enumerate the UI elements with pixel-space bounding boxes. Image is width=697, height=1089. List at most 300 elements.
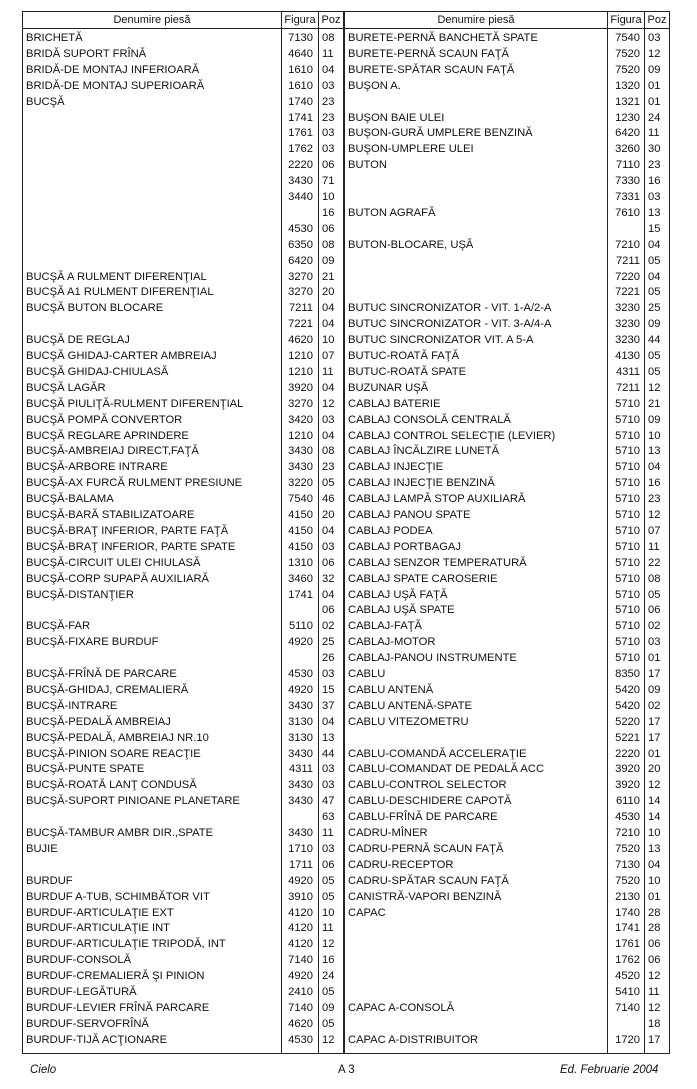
position-number: 12 bbox=[648, 970, 661, 983]
part-name: CABLAJ-MOTOR bbox=[348, 636, 436, 649]
figure-number: 7220 bbox=[615, 270, 640, 283]
figure-number: 4640 bbox=[288, 47, 313, 60]
figure-number: 1230 bbox=[615, 111, 640, 124]
figure-number: 1710 bbox=[288, 842, 313, 855]
position-number: 28 bbox=[648, 922, 661, 935]
table-row bbox=[23, 523, 669, 539]
table-row bbox=[23, 1032, 669, 1048]
part-name bbox=[348, 936, 606, 952]
position-number: 10 bbox=[648, 429, 661, 442]
part-name: CABLU-CONTROL SELECTOR bbox=[348, 779, 507, 792]
part-name: BURETE-PERNĂ SCAUN FAŢĂ bbox=[348, 47, 509, 60]
position-number: 10 bbox=[322, 906, 335, 919]
table-row bbox=[23, 841, 669, 857]
table-row bbox=[23, 507, 669, 523]
figure-number: 7130 bbox=[288, 32, 313, 44]
figure-number: 5710 bbox=[615, 572, 640, 585]
position-number: 11 bbox=[648, 127, 660, 140]
part-name: BURDUF-TIJĂ ACŢIONARE bbox=[26, 1033, 168, 1046]
position-number: 01 bbox=[648, 95, 661, 108]
position-number: 03 bbox=[648, 191, 661, 203]
table-row bbox=[23, 666, 669, 682]
figure-number bbox=[608, 1016, 640, 1032]
position-number: 05 bbox=[322, 986, 335, 998]
header-fig-right: Figura bbox=[610, 14, 642, 26]
position-number: 23 bbox=[322, 111, 335, 124]
figure-number: 4920 bbox=[288, 636, 313, 649]
position-number: 04 bbox=[322, 429, 335, 442]
position-number: 11 bbox=[322, 922, 334, 935]
figure-number: 4620 bbox=[288, 334, 313, 347]
figure-number: 4150 bbox=[288, 509, 313, 521]
part-name: CAPAC bbox=[348, 906, 386, 919]
part-name: BUŞON-UMPLERE ULEI bbox=[348, 143, 474, 156]
table-row bbox=[23, 889, 669, 905]
figure-number: 4530 bbox=[288, 668, 313, 680]
footer-model: Cielo bbox=[30, 1064, 57, 1076]
figure-number: 1741 bbox=[615, 922, 640, 935]
part-name bbox=[348, 221, 606, 237]
part-name: BUCŞĂ bbox=[26, 95, 65, 108]
part-name: BURDUF-CREMALIERĂ ŞI PINION bbox=[26, 970, 205, 983]
figure-number: 4120 bbox=[288, 922, 313, 935]
figure-number: 7520 bbox=[615, 842, 640, 855]
part-name: BUCŞĂ-FIXARE BURDUF bbox=[26, 636, 159, 649]
figure-number: 3430 bbox=[288, 699, 313, 712]
part-name: BUCŞĂ BUTON BLOCARE bbox=[26, 302, 164, 315]
part-name: BUCŞĂ GHIDAJ-CHIULASĂ bbox=[26, 365, 169, 378]
position-number: 05 bbox=[322, 1017, 335, 1030]
table-row bbox=[23, 920, 669, 936]
figure-number: 4311 bbox=[288, 763, 313, 776]
position-number: 10 bbox=[322, 191, 335, 203]
table-row bbox=[23, 984, 669, 1000]
figure-number: 1610 bbox=[288, 79, 313, 92]
figure-number: 3920 bbox=[615, 779, 640, 792]
part-name bbox=[348, 730, 606, 746]
position-number: 28 bbox=[648, 906, 661, 919]
position-number: 46 bbox=[322, 493, 335, 506]
part-name: CABLU ANTENĂ bbox=[348, 683, 434, 696]
figure-number: 5710 bbox=[615, 652, 640, 665]
table-row bbox=[23, 714, 669, 730]
position-number: 17 bbox=[648, 731, 661, 744]
figure-number: 1762 bbox=[288, 143, 313, 156]
part-name: BRICHETĂ bbox=[26, 32, 83, 44]
figure-number: 5410 bbox=[615, 986, 640, 998]
position-number: 01 bbox=[648, 652, 661, 665]
table-row bbox=[23, 809, 669, 825]
position-number: 07 bbox=[648, 524, 661, 537]
part-name: BUCŞĂ-ROATĂ LANŢ CONDUSĂ bbox=[26, 779, 197, 792]
table-row bbox=[23, 555, 669, 571]
figure-number: 5221 bbox=[615, 731, 640, 744]
figure-number: 5710 bbox=[615, 556, 640, 569]
position-number: 13 bbox=[648, 445, 661, 458]
part-name: CABLAJ INJECŢIE bbox=[348, 461, 444, 474]
table-row bbox=[23, 1000, 669, 1016]
header-fig-left: Figura bbox=[284, 14, 316, 26]
figure-number: 4130 bbox=[615, 350, 640, 362]
part-name: BUCŞĂ-BRAŢ INFERIOR, PARTE FAŢĂ bbox=[26, 524, 229, 537]
table-row bbox=[23, 110, 669, 126]
part-name: BUCŞĂ DE REGLAJ bbox=[26, 334, 130, 347]
part-name: BUCŞĂ-AMBREIAJ DIRECT,FAŢĂ bbox=[26, 445, 199, 458]
part-name: BRIDĂ-DE MONTAJ INFERIOARĂ bbox=[26, 63, 200, 76]
part-name: CABLAJ-FAŢĂ bbox=[348, 620, 422, 633]
part-name: BURDUF-LEVIER FRÎNĂ PARCARE bbox=[26, 1001, 210, 1014]
figure-number: 4120 bbox=[288, 938, 313, 951]
table-row bbox=[23, 761, 669, 777]
table-row bbox=[23, 300, 669, 316]
part-name: BURDUF-ARTICULAŢIE TRIPODĂ, INT bbox=[26, 938, 226, 951]
table-row bbox=[23, 618, 669, 634]
figure-number: 5710 bbox=[615, 636, 640, 649]
figure-number: 5420 bbox=[615, 683, 640, 696]
part-name bbox=[26, 189, 280, 205]
figure-number: 4150 bbox=[288, 524, 313, 537]
position-number: 21 bbox=[648, 397, 661, 410]
table-row bbox=[23, 475, 669, 491]
footer-edition: Ed. Februarie 2004 bbox=[560, 1064, 659, 1076]
part-name: BUTUC-ROATĂ SPATE bbox=[348, 365, 467, 378]
figure-number: 7140 bbox=[288, 954, 313, 967]
figure-number: 4311 bbox=[615, 365, 640, 378]
table-row bbox=[23, 634, 669, 650]
part-name: CABLU VITEZOMETRU bbox=[348, 715, 469, 728]
position-number: 10 bbox=[322, 334, 335, 347]
position-number: 10 bbox=[648, 827, 661, 839]
position-number: 06 bbox=[322, 556, 335, 569]
figure-number: 7520 bbox=[615, 47, 640, 60]
figure-number: 1711 bbox=[288, 858, 313, 871]
position-number: 04 bbox=[322, 524, 335, 537]
position-number: 08 bbox=[648, 572, 661, 585]
part-name bbox=[26, 602, 280, 618]
figure-number: 1210 bbox=[288, 429, 313, 442]
position-number: 03 bbox=[322, 413, 335, 426]
table-row bbox=[23, 428, 669, 444]
figure-number: 5710 bbox=[615, 620, 640, 633]
table-row bbox=[23, 968, 669, 984]
figure-number: 3440 bbox=[288, 191, 313, 203]
part-name bbox=[26, 221, 280, 237]
position-number: 05 bbox=[322, 890, 335, 903]
table-row bbox=[23, 730, 669, 746]
table-row bbox=[23, 936, 669, 952]
figure-number: 7140 bbox=[288, 1001, 313, 1014]
figure-number: 1310 bbox=[288, 556, 313, 569]
part-name: BUCŞĂ-GHIDAJ, CREMALIERĂ bbox=[26, 683, 189, 696]
part-name: BRIDĂ SUPORT FRÎNĂ bbox=[26, 47, 147, 60]
part-name: BUCŞĂ-INTRARE bbox=[26, 699, 118, 712]
position-number: 03 bbox=[322, 540, 335, 553]
position-number: 03 bbox=[322, 842, 335, 855]
position-number: 08 bbox=[322, 32, 335, 44]
figure-number: 3130 bbox=[288, 731, 313, 744]
table-row bbox=[23, 316, 669, 332]
part-name: CADRU-PERNĂ SCAUN FAŢĂ bbox=[348, 842, 504, 855]
figure-number bbox=[282, 602, 313, 618]
table-row bbox=[23, 412, 669, 428]
part-name: BURDUF-LEGĂTURĂ bbox=[26, 986, 137, 998]
figure-number: 1741 bbox=[288, 588, 313, 601]
part-name: CABLAJ PANOU SPATE bbox=[348, 509, 471, 521]
figure-number: 4530 bbox=[288, 1033, 313, 1046]
table-row bbox=[23, 173, 669, 189]
position-number: 04 bbox=[322, 715, 335, 728]
header-name-right: Denumire piesă bbox=[437, 14, 515, 26]
position-number: 11 bbox=[648, 986, 660, 998]
figure-number: 3270 bbox=[288, 270, 313, 283]
figure-number: 7610 bbox=[615, 206, 640, 219]
position-number: 63 bbox=[322, 811, 335, 824]
part-name bbox=[348, 94, 606, 110]
position-number: 24 bbox=[322, 970, 335, 983]
figure-number: 2130 bbox=[615, 890, 640, 903]
part-name bbox=[348, 984, 606, 1000]
part-name bbox=[26, 857, 280, 873]
part-name: CABLAJ INJECŢIE BENZINĂ bbox=[348, 477, 495, 490]
figure-number: 7540 bbox=[288, 493, 313, 506]
figure-number: 5710 bbox=[615, 509, 640, 521]
position-number: 09 bbox=[648, 413, 661, 426]
position-number: 02 bbox=[648, 620, 661, 633]
table-row bbox=[23, 650, 669, 666]
figure-number: 7540 bbox=[615, 32, 640, 44]
table-row bbox=[23, 269, 669, 285]
figure-number: 5710 bbox=[615, 461, 640, 474]
part-name: CABLU ANTENĂ-SPATE bbox=[348, 699, 472, 712]
figure-number: 1610 bbox=[288, 63, 313, 76]
table-row bbox=[23, 364, 669, 380]
position-number: 12 bbox=[648, 47, 661, 60]
part-name bbox=[26, 809, 280, 825]
table-row bbox=[23, 571, 669, 587]
figure-number: 5710 bbox=[615, 604, 640, 617]
table-row bbox=[23, 539, 669, 555]
part-name bbox=[26, 316, 280, 332]
table-header bbox=[23, 12, 669, 29]
figure-number: 3420 bbox=[288, 413, 313, 426]
position-number: 12 bbox=[648, 779, 661, 792]
position-number: 03 bbox=[648, 32, 661, 44]
figure-number: 7211 bbox=[615, 381, 640, 394]
position-number: 04 bbox=[648, 461, 661, 474]
part-name: BURETE-SPĂTAR SCAUN FAŢĂ bbox=[348, 63, 515, 76]
position-number: 15 bbox=[648, 222, 661, 235]
position-number: 04 bbox=[322, 318, 335, 331]
part-name: BURETE-PERNĂ BANCHETĂ SPATE bbox=[348, 32, 538, 44]
part-name: BURDUF-SERVOFRÎNĂ bbox=[26, 1017, 149, 1030]
position-number: 06 bbox=[322, 858, 335, 871]
position-number: 01 bbox=[648, 890, 661, 903]
figure-number: 3430 bbox=[288, 461, 313, 474]
part-name: CABLU-COMANDĂ ACCELERAŢIE bbox=[348, 747, 527, 760]
position-number: 24 bbox=[648, 111, 661, 124]
table-row bbox=[23, 1016, 669, 1032]
part-name: CAPAC A-DISTRIBUITOR bbox=[348, 1033, 479, 1046]
part-name: BUCŞĂ A1 RULMENT DIFERENŢIAL bbox=[26, 286, 214, 299]
part-name: CANISTRĂ-VAPORI BENZINĂ bbox=[348, 890, 502, 903]
figure-number: 4530 bbox=[288, 222, 313, 235]
figure-number: 3230 bbox=[615, 302, 640, 315]
table-row bbox=[23, 905, 669, 921]
figure-number: 5710 bbox=[615, 477, 640, 490]
position-number: 30 bbox=[648, 143, 661, 156]
part-name: CABLU-DESCHIDERE CAPOTĂ bbox=[348, 795, 512, 808]
figure-number bbox=[282, 809, 313, 825]
figure-number: 5710 bbox=[615, 429, 640, 442]
figure-number: 3920 bbox=[288, 381, 313, 394]
figure-number: 7330 bbox=[615, 175, 640, 188]
part-name: BUTUC-ROATĂ FAŢĂ bbox=[348, 350, 460, 362]
part-name: BUCŞĂ-PEDALĂ AMBREIAJ bbox=[26, 715, 171, 728]
figure-number: 5710 bbox=[615, 397, 640, 410]
part-name bbox=[26, 173, 280, 189]
figure-number: 3270 bbox=[288, 286, 313, 299]
figure-number: 7140 bbox=[615, 1001, 640, 1014]
table-row bbox=[23, 157, 669, 173]
position-number: 07 bbox=[322, 350, 335, 362]
part-name: BUŞON A. bbox=[348, 79, 401, 92]
table-row bbox=[23, 746, 669, 762]
figure-number: 3920 bbox=[615, 763, 640, 776]
part-name: BUCŞĂ-DISTANŢIER bbox=[26, 588, 134, 601]
part-name: BUZUNAR UŞĂ bbox=[348, 381, 429, 394]
part-name bbox=[348, 920, 606, 936]
figure-number: 5710 bbox=[615, 524, 640, 537]
position-number: 23 bbox=[648, 493, 661, 506]
position-number: 04 bbox=[322, 381, 335, 394]
figure-number: 3430 bbox=[288, 747, 313, 760]
position-number: 09 bbox=[648, 318, 661, 331]
part-name: CABLU-FRÎNĂ DE PARCARE bbox=[348, 811, 498, 824]
position-number: 06 bbox=[322, 604, 335, 617]
position-number: 14 bbox=[648, 795, 661, 808]
part-name bbox=[26, 157, 280, 173]
part-name bbox=[348, 189, 606, 205]
part-name: BRIDĂ-DE MONTAJ SUPERIOARĂ bbox=[26, 79, 205, 92]
part-name bbox=[348, 1016, 606, 1032]
position-number: 04 bbox=[648, 858, 661, 871]
part-name: BUTUC SINCRONIZATOR VIT. A 5-A bbox=[348, 334, 534, 347]
part-name: CABLU-COMANDAT DE PEDALĂ ACC bbox=[348, 763, 545, 776]
position-number: 06 bbox=[648, 938, 661, 951]
position-number: 03 bbox=[322, 79, 335, 92]
figure-number: 5710 bbox=[615, 540, 640, 553]
figure-number: 7221 bbox=[615, 286, 640, 299]
position-number: 12 bbox=[322, 397, 335, 410]
part-name: BUCŞĂ-PINION SOARE REACŢIE bbox=[26, 747, 201, 760]
part-name: CABLAJ-PANOU INSTRUMENTE bbox=[348, 652, 517, 665]
position-number: 11 bbox=[322, 827, 334, 839]
position-number: 09 bbox=[322, 254, 335, 267]
position-number: 03 bbox=[322, 763, 335, 776]
position-number: 09 bbox=[648, 63, 661, 76]
position-number: 23 bbox=[648, 159, 661, 172]
figure-number: 7211 bbox=[615, 254, 640, 267]
part-name: BURDUF-CONSOLĂ bbox=[26, 954, 132, 967]
position-number: 44 bbox=[322, 747, 335, 760]
position-number: 18 bbox=[648, 1017, 661, 1030]
figure-number: 3230 bbox=[615, 334, 640, 347]
position-number: 04 bbox=[648, 270, 661, 283]
position-number: 37 bbox=[322, 699, 335, 712]
position-number: 05 bbox=[648, 286, 661, 299]
table-row bbox=[23, 284, 669, 300]
part-name: CABLAJ ÎNCĂLZIRE LUNETĂ bbox=[348, 445, 500, 458]
figure-number: 4520 bbox=[615, 970, 640, 983]
part-name: BUCŞĂ-SUPORT PINIOANE PLANETARE bbox=[26, 795, 240, 808]
part-name: BUCŞĂ GHIDAJ-CARTER AMBREIAJ bbox=[26, 350, 217, 362]
part-name: BUŞON BAIE ULEI bbox=[348, 111, 445, 124]
part-name: BUTUC SINCRONIZATOR - VIT. 3-A/4-A bbox=[348, 318, 552, 331]
figure-number: 1762 bbox=[615, 954, 640, 967]
position-number: 06 bbox=[322, 222, 335, 235]
position-number: 06 bbox=[648, 954, 661, 967]
figure-number: 4920 bbox=[288, 874, 313, 887]
position-number: 11 bbox=[322, 365, 334, 378]
table-row bbox=[23, 205, 669, 221]
header-poz-right: Poz bbox=[647, 14, 667, 26]
position-number: 12 bbox=[648, 381, 661, 394]
position-number: 12 bbox=[322, 938, 335, 951]
figure-number: 1720 bbox=[615, 1033, 640, 1046]
part-name: CABLAJ SPATE CAROSERIE bbox=[348, 572, 498, 585]
part-name bbox=[26, 650, 280, 666]
position-number: 02 bbox=[322, 620, 335, 633]
figure-number: 4920 bbox=[288, 970, 313, 983]
figure-number bbox=[608, 221, 640, 237]
part-name: BUCŞĂ-AX FURCĂ RULMENT PRESIUNE bbox=[26, 477, 243, 490]
part-name: CABLAJ CONTROL SELECŢIE (LEVIER) bbox=[348, 429, 556, 442]
position-number: 09 bbox=[322, 1001, 335, 1014]
figure-number: 6350 bbox=[288, 238, 313, 251]
part-name: CABLAJ SENZOR TEMPERATURĂ bbox=[348, 556, 527, 569]
part-name: BUTUC SINCRONIZATOR - VIT. 1-A/2-A bbox=[348, 302, 552, 315]
position-number: 47 bbox=[322, 795, 335, 808]
part-name: BUCŞĂ-BALAMA bbox=[26, 493, 114, 506]
part-name: BUCŞĂ PIULIŢĂ-RULMENT DIFERENŢIAL bbox=[26, 397, 244, 410]
table-row bbox=[23, 698, 669, 714]
header-name-left: Denumire piesă bbox=[113, 14, 191, 26]
part-name: CADRU-MÎNER bbox=[348, 827, 428, 839]
position-number: 09 bbox=[648, 683, 661, 696]
part-name: BUTON-BLOCARE, UŞĂ bbox=[348, 238, 474, 251]
part-name: BURDUF-ARTICULAŢIE INT bbox=[26, 922, 170, 935]
figure-number: 1321 bbox=[615, 95, 640, 108]
figure-number: 5110 bbox=[288, 620, 313, 633]
figure-number: 7331 bbox=[615, 191, 640, 203]
position-number: 20 bbox=[648, 763, 661, 776]
position-number: 17 bbox=[648, 668, 661, 680]
position-number: 44 bbox=[648, 334, 661, 347]
table-row bbox=[23, 253, 669, 269]
figure-number: 8350 bbox=[615, 668, 640, 680]
part-name: BUCŞĂ-FRÎNĂ DE PARCARE bbox=[26, 668, 177, 680]
position-number: 22 bbox=[648, 556, 661, 569]
position-number: 16 bbox=[648, 175, 661, 188]
table-row bbox=[23, 443, 669, 459]
figure-number: 4530 bbox=[615, 811, 640, 824]
table-row bbox=[23, 873, 669, 889]
figure-number: 7110 bbox=[615, 159, 640, 172]
position-number: 16 bbox=[648, 477, 661, 490]
position-number: 15 bbox=[322, 683, 335, 696]
position-number: 17 bbox=[648, 1033, 661, 1046]
figure-number: 6110 bbox=[615, 795, 640, 808]
